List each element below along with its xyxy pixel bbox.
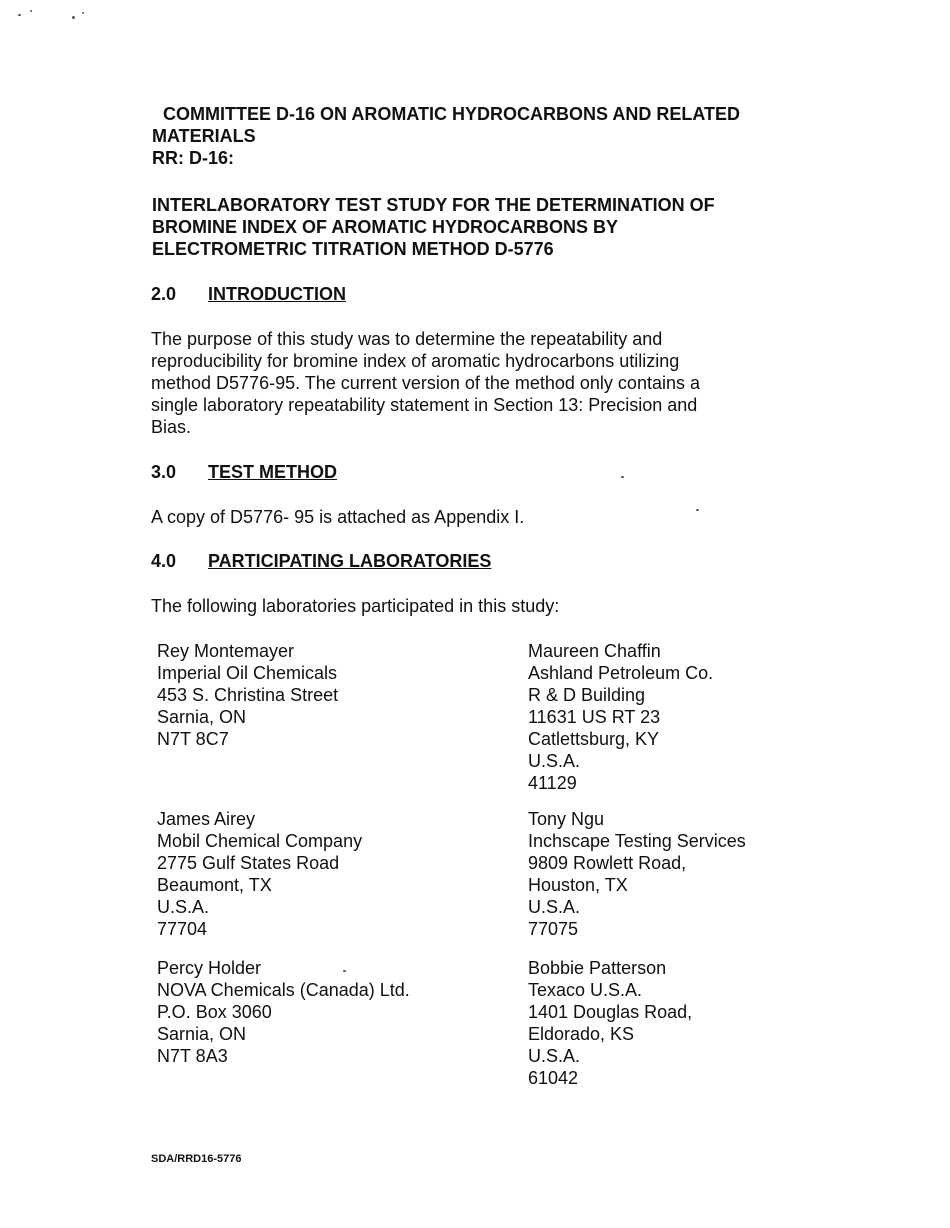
section-title: INTRODUCTION — [208, 284, 346, 304]
paragraph-line: A copy of D5776- 95 is attached as Appendix I. — [151, 507, 525, 527]
address-line: 1401 Douglas Road, — [528, 1002, 693, 1022]
address-line: P.O. Box 3060 — [157, 1002, 272, 1022]
address-line: 41129 — [528, 773, 577, 793]
organization: Imperial Oil Chemicals — [157, 663, 338, 683]
paragraph-line: method D5776-95. The current version of the method only contains a — [151, 373, 700, 393]
address-line: 2775 Gulf States Road — [157, 853, 340, 873]
section-number: 3.0 — [151, 462, 177, 482]
address-line: R & D Building — [528, 685, 646, 705]
address-line: 77075 — [528, 919, 579, 939]
address-line: 453 S. Christina Street — [157, 685, 339, 705]
address-line: U.S.A. — [528, 1046, 581, 1066]
paragraph-line: The purpose of this study was to determine the repeatability and — [151, 329, 663, 349]
rr-designation: RR: D-16: — [152, 148, 235, 168]
address-line: Eldorado, KS — [528, 1024, 635, 1044]
address-line: 61042 — [528, 1068, 579, 1088]
organization: Texaco U.S.A. — [528, 980, 643, 1000]
laboratory-address — [528, 640, 713, 794]
paragraph-line: The following laboratories participated in this study: — [151, 596, 560, 616]
section-heading-test-method — [151, 461, 337, 483]
laboratory-address — [528, 808, 746, 940]
test-method-paragraph — [151, 506, 791, 528]
committee-header — [152, 103, 740, 169]
address-line: N7T 8C7 — [157, 729, 229, 749]
contact-name: Bobbie Patterson — [528, 958, 667, 978]
organization: NOVA Chemicals (Canada) Ltd. — [157, 980, 410, 1000]
address-line: U.S.A. — [157, 897, 210, 917]
scan-speck — [82, 12, 84, 14]
laboratory-address — [157, 640, 338, 750]
study-title-line-1: INTERLABORATORY TEST STUDY FOR THE DETERMINATION OF — [152, 195, 715, 215]
contact-name: Maureen Chaffin — [528, 641, 661, 661]
address-line: N7T 8A3 — [157, 1046, 228, 1066]
paragraph-line: single laboratory repeatability statement in Section 13: Precision and — [151, 395, 698, 415]
paragraph-line: reproducibility for bromine index of aromatic hydrocarbons utilizing — [151, 351, 680, 371]
section-title: PARTICIPATING LABORATORIES — [208, 551, 492, 571]
scan-speck — [621, 476, 624, 478]
address-line: U.S.A. — [528, 897, 581, 917]
study-title-line-3: ELECTROMETRIC TITRATION METHOD D-5776 — [152, 239, 554, 259]
contact-name: Tony Ngu — [528, 809, 605, 829]
address-line: Houston, TX — [528, 875, 628, 895]
section-title: TEST METHOD — [208, 462, 337, 482]
section-heading-introduction — [151, 283, 346, 305]
participating-intro — [151, 595, 791, 617]
address-line: Sarnia, ON — [157, 707, 247, 727]
scan-speck — [18, 14, 21, 16]
committee-line-1: COMMITTEE D-16 ON AROMATIC HYDROCARBONS AND RELATED — [163, 104, 740, 124]
address-line: 9809 Rowlett Road, — [528, 853, 687, 873]
address-line: 77704 — [157, 919, 208, 939]
study-title-line-2: BROMINE INDEX OF AROMATIC HYDROCARBONS BY — [152, 217, 619, 237]
contact-name: James Airey — [157, 809, 256, 829]
address-line: 11631 US RT 23 — [528, 707, 661, 727]
laboratory-address — [528, 957, 692, 1089]
scan-speck — [30, 10, 32, 12]
address-line: Catlettsburg, KY — [528, 729, 660, 749]
scan-speck — [72, 16, 75, 19]
committee-line-2: MATERIALS — [152, 126, 256, 146]
section-number: 2.0 — [151, 284, 177, 304]
study-title — [152, 194, 715, 260]
organization: Inchscape Testing Services — [528, 831, 746, 851]
address-line: Beaumont, TX — [157, 875, 272, 895]
laboratory-address — [157, 957, 410, 1067]
contact-name: Rey Montemayer — [157, 641, 295, 661]
laboratory-address — [157, 808, 362, 940]
section-number: 4.0 — [151, 551, 177, 571]
organization: Mobil Chemical Company — [157, 831, 363, 851]
document-code-footer: SDA/RRD16-5776 — [151, 1153, 242, 1165]
organization: Ashland Petroleum Co. — [528, 663, 714, 683]
introduction-paragraph — [151, 328, 791, 438]
address-line: Sarnia, ON — [157, 1024, 247, 1044]
contact-name: Percy Holder — [157, 958, 262, 978]
paragraph-line: Bias. — [151, 417, 192, 437]
address-line: U.S.A. — [528, 751, 581, 771]
section-heading-participating-laboratories — [151, 550, 491, 572]
